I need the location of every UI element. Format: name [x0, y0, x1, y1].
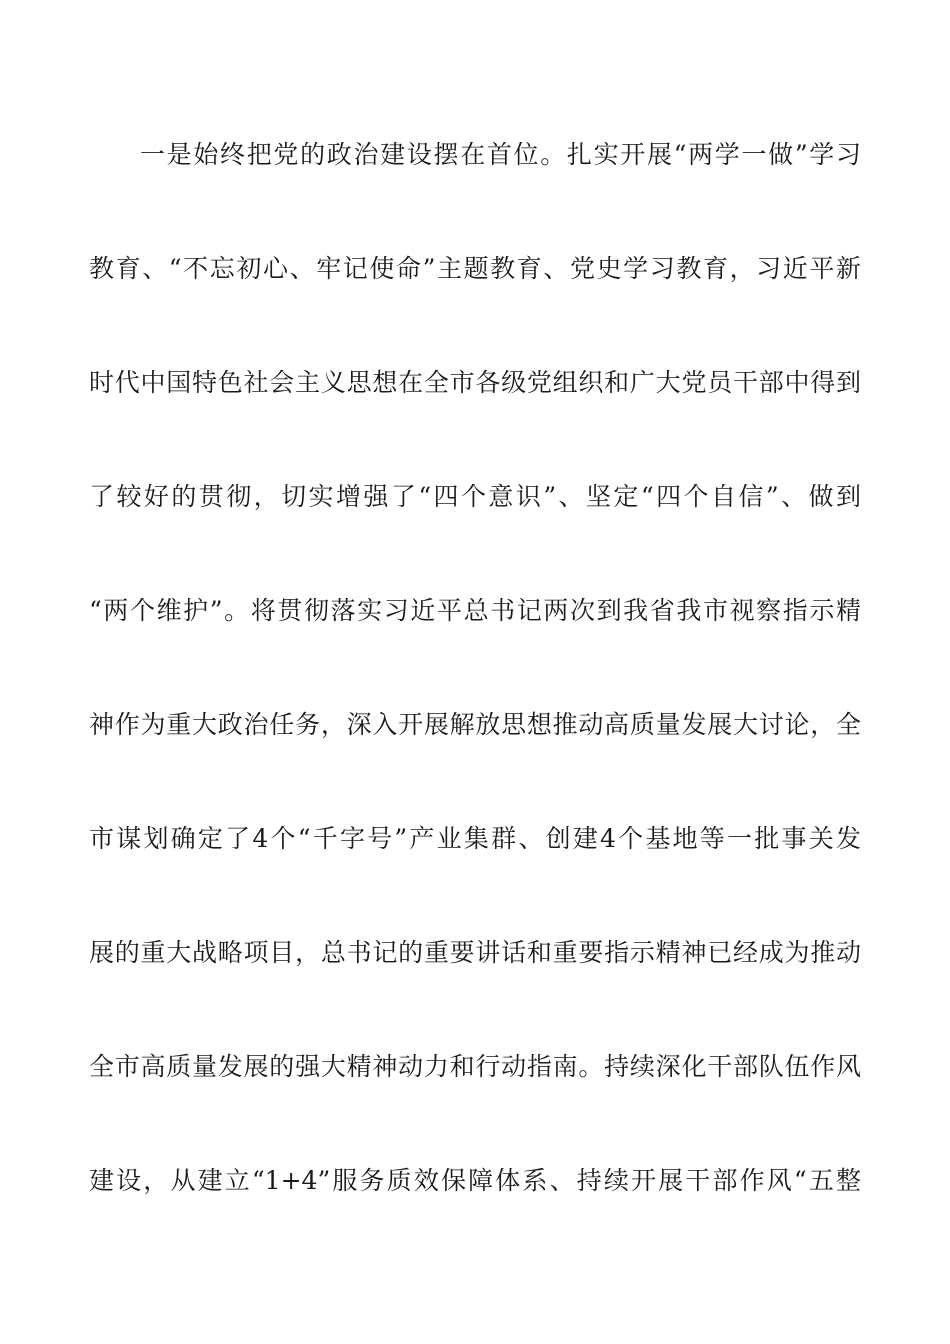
- paragraph-line-6: 神作为重大政治任务，深入开展解放思想推动高质量发展大讨论，全: [89, 710, 861, 739]
- paragraph-line-10: 建设，从建立“1+4”服务质效保障体系、持续开展干部作风“五整: [89, 1166, 861, 1195]
- paragraph-line-5: “两个维护”。将贯彻落实习近平总书记两次到我省我市视察指示精: [89, 596, 861, 625]
- paragraph-line-9: 全市高质量发展的强大精神动力和行动指南。持续深化干部队伍作风: [89, 1052, 861, 1081]
- paragraph-line-2: 教育、“不忘初心、牢记使命”主题教育、党史学习教育，习近平新: [89, 254, 861, 283]
- paragraph-line-7: 市谋划确定了4个“千字号”产业集群、创建4个基地等一批事关发: [89, 824, 861, 853]
- paragraph-line-4: 了较好的贯彻，切实增强了“四个意识”、坚定“四个自信”、做到: [89, 482, 861, 511]
- paragraph-line-1: 一是始终把党的政治建设摆在首位。扎实开展“两学一做”学习: [140, 140, 861, 169]
- paragraph-line-8: 展的重大战略项目，总书记的重要讲话和重要指示精神已经成为推动: [89, 938, 861, 967]
- paragraph-line-3: 时代中国特色社会主义思想在全市各级党组织和广大党员干部中得到: [89, 368, 861, 397]
